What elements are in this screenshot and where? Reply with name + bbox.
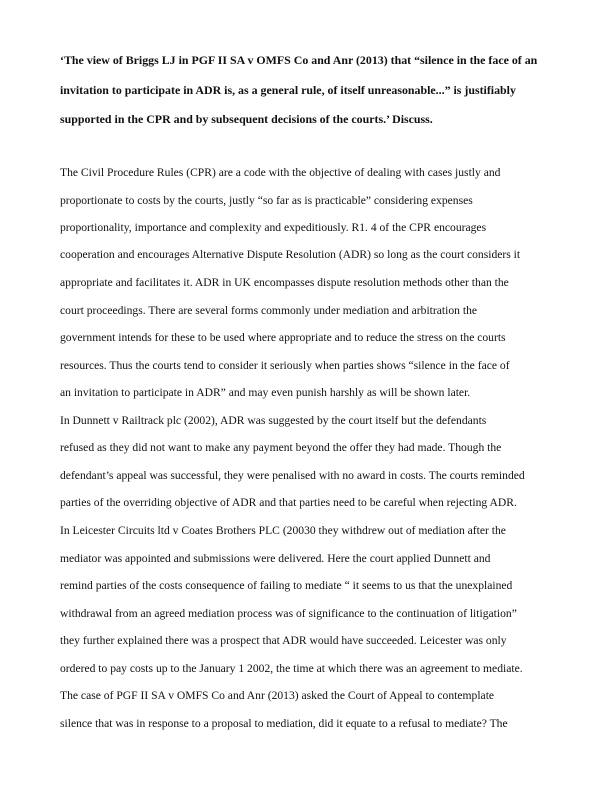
paragraph-line: court proceedings. There are several forms commonly under mediation and arbitration the [60,304,478,317]
paragraph-line: parties of the overriding objective of ADR and that parties need to be careful when rejecting ADR. [60,496,517,509]
paragraph-line: The Civil Procedure Rules (CPR) are a code with the objective of dealing with cases justly and [60,166,501,179]
paragraph-line: appropriate and facilitates it. ADR in UK encompasses dispute resolution methods other than the [60,276,509,289]
paragraph-line: an invitation to participate in ADR” and may even punish harshly as will be shown later. [60,386,471,399]
paragraph-line: mediator was appointed and submissions were delivered. Here the court applied Dunnett and [60,552,491,565]
paragraph-line: cooperation and encourages Alternative Dispute Resolution (ADR) so long as the court considers it [60,248,521,261]
paragraph-line: remind parties of the costs consequence of failing to mediate “ it seems to us that the unexplained [60,579,513,592]
paragraph-line: silence that was in response to a proposal to mediation, did it equate to a refusal to mediate? The [60,717,508,730]
paragraph-line: defendant’s appeal was successful, they were penalised with no award in costs. The courts reminded [60,469,525,482]
paragraph-line: The case of PGF II SA v OMFS Co and Anr (2013) asked the Court of Appeal to contemplate [60,689,495,702]
paragraph-line: In Leicester Circuits ltd v Coates Brothers PLC (20030 they withdrew out of mediation after the [60,524,506,537]
paragraph-line: ordered to pay costs up to the January 1 2002, the time at which there was an agreement to mediate. [60,662,523,675]
paragraph-line: refused as they did not want to make any payment beyond the offer they had made. Though the [60,441,502,454]
paragraph-line: they further explained there was a prospect that ADR would have succeeded. Leicester was only [60,634,507,647]
question-line: ‘The view of Briggs LJ in PGF II SA v OMFS Co and Anr (2013) that “silence in the face of an [60,53,538,67]
question-line: supported in the CPR and by subsequent decisions of the courts.’ Discuss. [60,112,433,126]
paragraph-line: resources. Thus the courts tend to consider it seriously when parties shows “silence in the face of [60,359,510,372]
paragraph-line: In Dunnett v Railtrack plc (2002), ADR was suggested by the court itself but the defendants [60,414,487,427]
paragraph-line: proportionality, importance and complexity and expeditiously. R1. 4 of the CPR encourages [60,221,487,234]
paragraph-line: withdrawal from an agreed mediation process was of significance to the continuation of litigation” [60,607,517,620]
paragraph-line: proportionate to costs by the courts, justly “so far as is practicable” considering expenses [60,194,473,207]
question-line: invitation to participate in ADR is, as a general rule, of itself unreasonable...” is justifiably [60,83,516,97]
paragraph-line: government intends for these to be used where appropriate and to reduce the stress on the courts [60,331,506,344]
